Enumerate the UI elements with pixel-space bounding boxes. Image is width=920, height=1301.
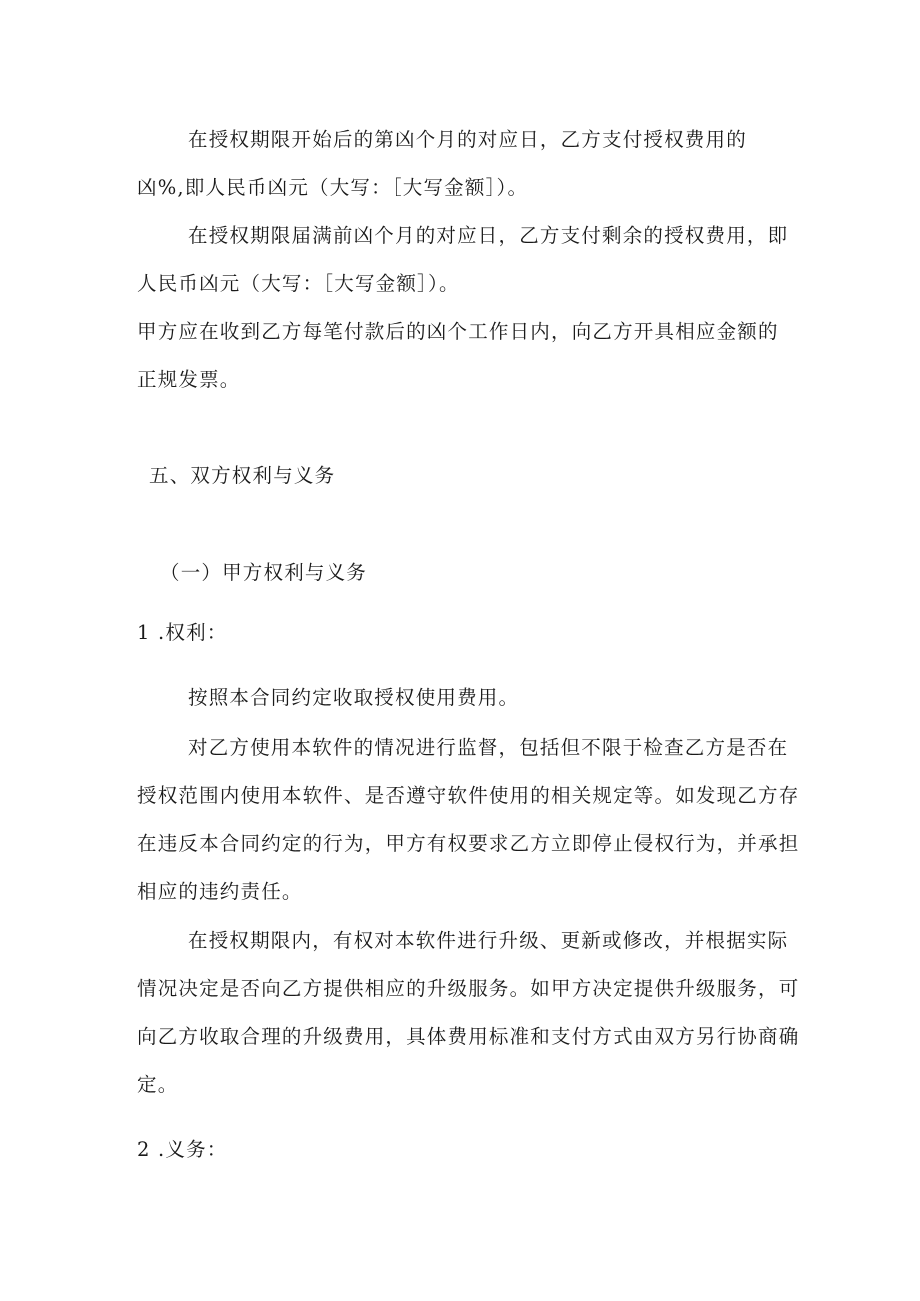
para-pay-first-line-2: 凶%,即人民币凶元（大写：［大写金额］）。 [137,176,529,199]
para-upgrade-line-1: 在授权期限内，有权对本软件进行升级、更新或修改，并根据实际 [188,929,789,952]
para-supervise-line-2: 授权范围内使用本软件、是否遵守软件使用的相关规定等。如发现乙方存 [137,784,800,807]
para-upgrade-line-3: 向乙方收取合理的升级费用，具体费用标准和支付方式由双方另行协商确 [137,1025,800,1048]
rights-heading: 1 .权利： [137,621,228,644]
para-pay-remaining-line-1: 在授权期限届满前凶个月的对应日，乙方支付剩余的授权费用，即 [188,224,789,247]
para-upgrade-line-2: 情况决定是否向乙方提供相应的升级服务。如甲方决定提供升级服务，可 [137,977,800,1000]
para-supervise-line-4: 相应的违约责任。 [137,880,303,903]
para-supervise-line-3: 在违反本合同约定的行为，甲方有权要求乙方立即停止侵权行为，并承担 [137,832,800,855]
para-upgrade-line-4: 定。 [137,1073,179,1096]
para-pay-remaining-line-2: 人民币凶元（大写：［大写金额］）。 [137,272,460,295]
para-invoice-line-1: 甲方应在收到乙方每笔付款后的凶个工作日内，向乙方开具相应金额的 [137,320,779,343]
section-five-heading: 五、双方权利与义务 [149,464,336,487]
subsection-party-a-heading: （一）甲方权利与义务 [160,561,368,584]
para-supervise-line-1: 对乙方使用本软件的情况进行监督，包括但不限于检查乙方是否在 [188,736,789,759]
para-pay-first-line-1: 在授权期限开始后的第凶个月的对应日，乙方支付授权费用的 [188,128,747,151]
para-invoice-line-2: 正规发票。 [137,368,241,391]
para-collect-fee-line-1: 按照本合同约定收取授权使用费用。 [188,686,520,709]
obligations-heading: 2 .义务： [137,1138,228,1161]
